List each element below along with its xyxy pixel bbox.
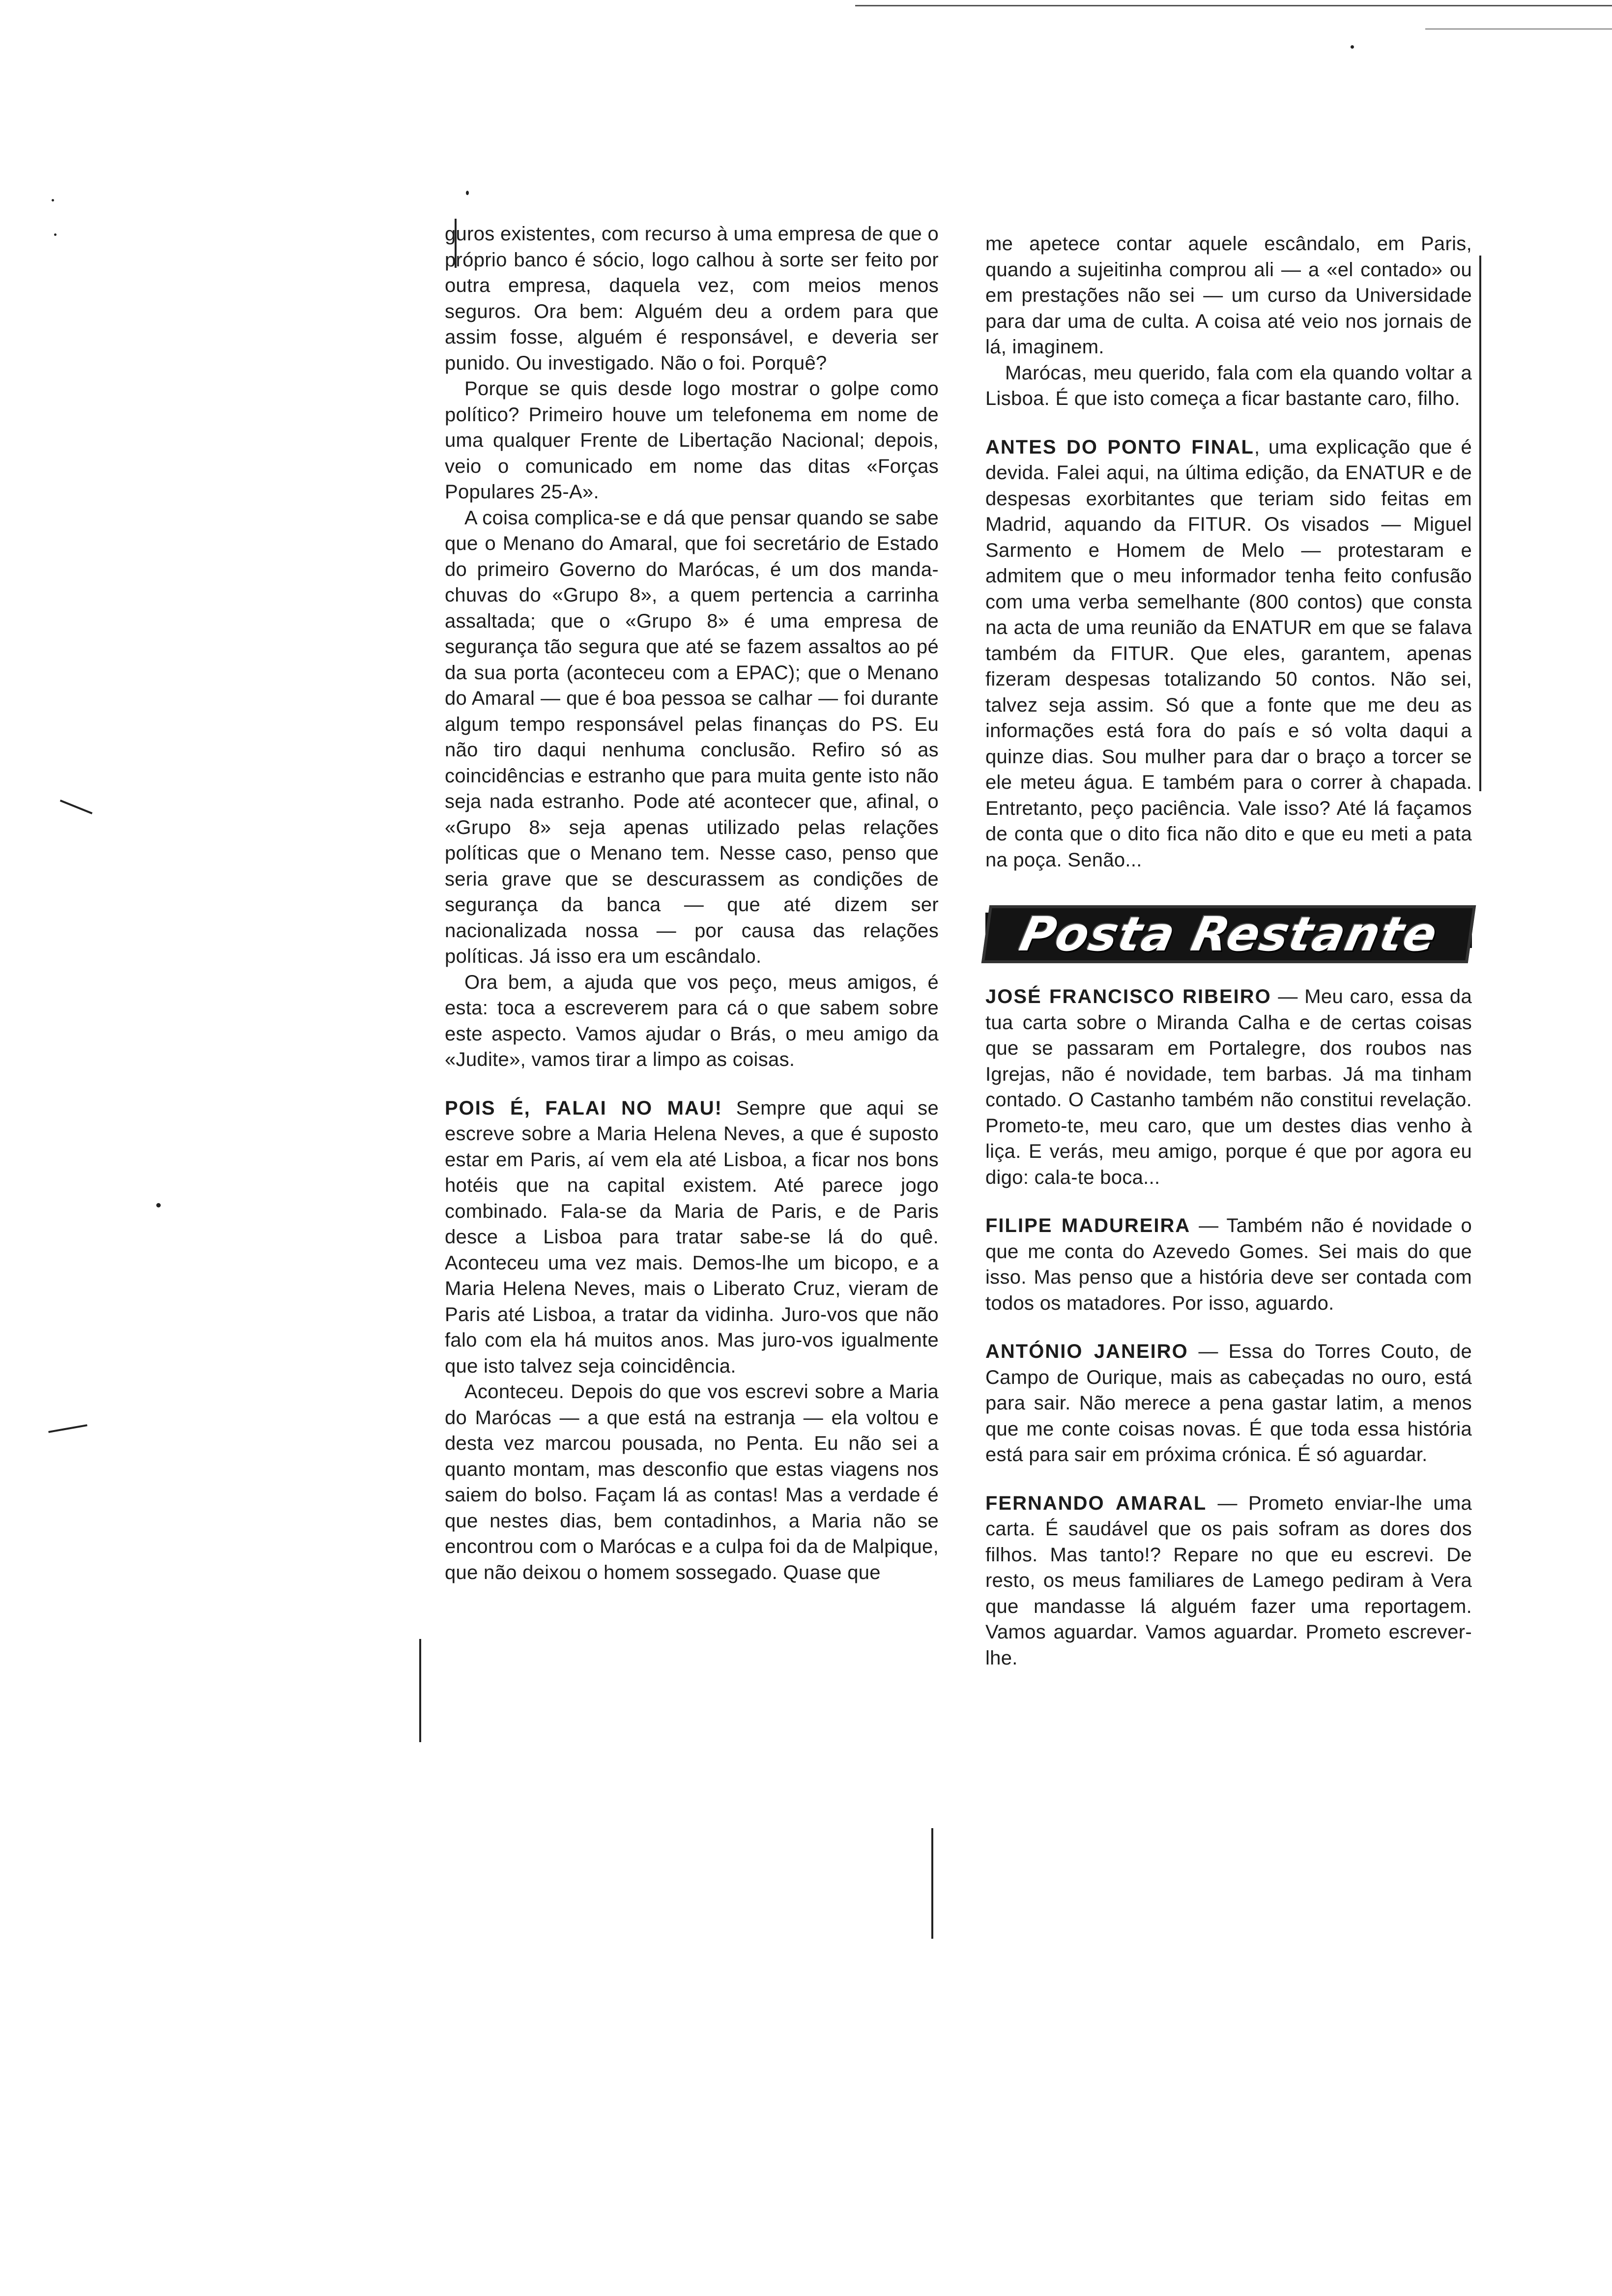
scan-speck (466, 191, 469, 195)
reply-text: — Também não é novidade o que me conta do Azevedo Gomes. Sei mais do que isso. Mas penso que a história deve ser contada com todos os matadores. Por isso, aguardo. (985, 1215, 1472, 1314)
correspondent-name: FILIPE MADUREIRA (985, 1215, 1191, 1236)
correspondent-name: JOSÉ FRANCISCO RIBEIRO (985, 986, 1271, 1007)
paragraph: Porque se quis desde logo mostrar o golpe como político? Primeiro houve um telefonema em nome de uma qualquer Frente de Libertação Nacional; depois, veio o comunicado em nome das ditas «Forças Populares 25-A». (445, 378, 939, 503)
posta-restante-banner (985, 890, 1472, 964)
scan-speck (54, 233, 57, 236)
column-margin-rule (419, 1639, 421, 1742)
letter-reply (985, 984, 1472, 1190)
section-paragraph (445, 1095, 939, 1379)
paragraph: A coisa complica-se e dá que pensar quando se sabe que o Menano do Amaral, que foi secretário de Estado do primeiro Governo do Marócas, é um dos manda-chuvas do «Grupo 8», a quem pertencia a carrinha assaltada; que o «Grupo 8» é uma empresa de segurança tão segura que até se fazem assaltos ao pé da sua porta (aconteceu com a EPAC); que o Menano do Amaral — que é boa pessoa se calhar — foi durante algum tempo responsável pelas finanças do PS. Eu não tiro daqui nenhuma conclusão. Refiro só as coincidências e estranho que para muita gente isto não seja nada estranho. Pode até acontecer que, afinal, o «Grupo 8» seja apenas utilizado pelas relações políticas que o Menano tem. Nesse caso, penso que seria grave que se descurassem as condições de segurança da banca — que até dizem ser nacionalizada nossa — por causa das relações políticas. Já isso era um escândalo. (445, 507, 939, 967)
left-article-column (445, 221, 939, 1585)
reply-text: — Prometo enviar-lhe uma carta. É saudável que os pais sofram as dores dos filhos. Mas tanto!? Repare no que eu escrevi. De resto, os meus familiares de Lamego pediram à Vera que mandasse lá alguém fazer uma reportagem. Vamos aguardar. Vamos aguardar. Prometo escrever-lhe. (985, 1492, 1472, 1669)
section-text: Sempre que aqui se escreve sobre a Maria Helena Neves, a que é suposto estar em Paris, aí vem ela até Lisboa, a ficar nos bons hotéis que na capital existem. Até parece jogo combinado. Fala-se da Maria de Paris, e de Paris desce a Lisboa para tratar sabe-se lá do quê. Aconteceu uma vez mais. Demos-lhe um bicopo, e a Maria Helena Neves, mais o Liberato Cruz, vieram de Paris até Lisboa, a tratar da vidinha. Juro-vos que não falo com ela há muitos anos. Mas juro-vos igualmente que isto talvez seja coincidência. (445, 1097, 939, 1377)
letter-reply (985, 1339, 1472, 1468)
paragraph: Marócas, meu querido, fala com ela quando voltar a Lisboa. É que isto começa a ficar bastante caro, filho. (985, 362, 1472, 409)
section-heading: POIS É, FALAI NO MAU! (445, 1097, 722, 1119)
section-heading: ANTES DO PONTO FINAL (985, 436, 1254, 458)
letter-reply (985, 1491, 1472, 1671)
column-margin-rule (1479, 256, 1481, 791)
scan-scribble-mark (48, 1424, 87, 1433)
section-text: , uma explicação que é devida. Falei aqui, na última edição, da ENATUR e de despesas exorbitantes que teriam sido feitas em Madrid, aquando da FITUR. Os visados — Miguel Sarmento e Homem de Melo — protestaram e admitem que o meu informador tenha feito confusão com uma verba semelhante (800 contos) que consta na acta de uma reunião da ENATUR em que se falava também da FITUR. Que eles, garantem, apenas fizeram despesas totalizando 50 contos. Não sei, talvez seja assim. Só que a fonte que me deu as informações está fora do país e só volta daqui a quinze dias. Sou mulher para dar o braço a torcer se ele meteu água. E também para o correr à chapada. Entretanto, peço paciência. Vale isso? Até lá façamos de conta que o dito fica não dito e que eu meti a pata na poça. Senão... (985, 436, 1472, 871)
banner-title: Posta Restante (1014, 906, 1443, 962)
paragraph: me apetece contar aquele escândalo, em Paris, quando a sujeitinha comprou ali — a «el contado» ou em prestações não sei — um curso da Universidade para dar uma de culta. A coisa até veio nos jornais de lá, imaginem. (985, 233, 1472, 358)
banner-plate (981, 905, 1476, 963)
letter-reply (985, 1213, 1472, 1316)
right-article-column (985, 231, 1472, 1671)
paragraph: guros existentes, com recurso à uma empresa de que o próprio banco é sócio, logo calhou à sorte ser feito por outra empresa, daquela vez, com meios menos seguros. Ora bem: Alguém deu a ordem para que assim fosse, alguém é responsável, e deveria ser punido. Ou investigado. Não o foi. Porquê? (445, 223, 939, 374)
paragraph: Aconteceu. Depois do que vos escrevi sobre a Maria do Marócas — a que está na estranja — ela voltou e desta vez marcou pousada, no Penta. Eu não sei a quanto montam, mas desconfio que estas viagens nos saiem do bolso. Façam lá as contas! Mas a verdade é que nestes dias, bem contadinhos, a Maria não se encontrou com o Marócas e a culpa foi da de Malpique, que não deixou o homem sossegado. Quase que (445, 1381, 939, 1583)
scan-speck (52, 199, 54, 201)
scan-scribble-mark (60, 800, 92, 814)
section-paragraph (985, 434, 1472, 873)
scan-speck (156, 1203, 161, 1207)
correspondent-name: ANTÓNIO JANEIRO (985, 1341, 1188, 1362)
paragraph: Ora bem, a ajuda que vos peço, meus amigos, é esta: toca a escreverem para cá o que sabem sobre este aspecto. Vamos ajudar o Brás, o meu amigo da «Judite», vamos tirar a limpo as coisas. (445, 971, 939, 1070)
reply-text: — Essa do Torres Couto, de Campo de Ourique, mais as cabeçadas no ouro, está para sair. Não merece a pena gastar latim, a menos que me conte coisas novas. É que toda essa história está para sair em próxima crónica. É só aguardar. (985, 1341, 1472, 1465)
reply-text: — Meu caro, essa da tua carta sobre o Miranda Calha e de certas coisas que se passaram em Portalegre, dos roubos nas Igrejas, não é novidade, tem barbas. Já ma tinham contado. O Castanho também não constitui revelação. Prometo-te, meu caro, que um destes dias venho à liça. E verás, meu amigo, porque é que por agora eu digo: cala-te boca... (985, 986, 1472, 1188)
top-scan-rule (855, 5, 1612, 6)
scan-speck (1351, 45, 1354, 49)
column-margin-rule (931, 1828, 933, 1939)
correspondent-name: FERNANDO AMARAL (985, 1492, 1207, 1514)
